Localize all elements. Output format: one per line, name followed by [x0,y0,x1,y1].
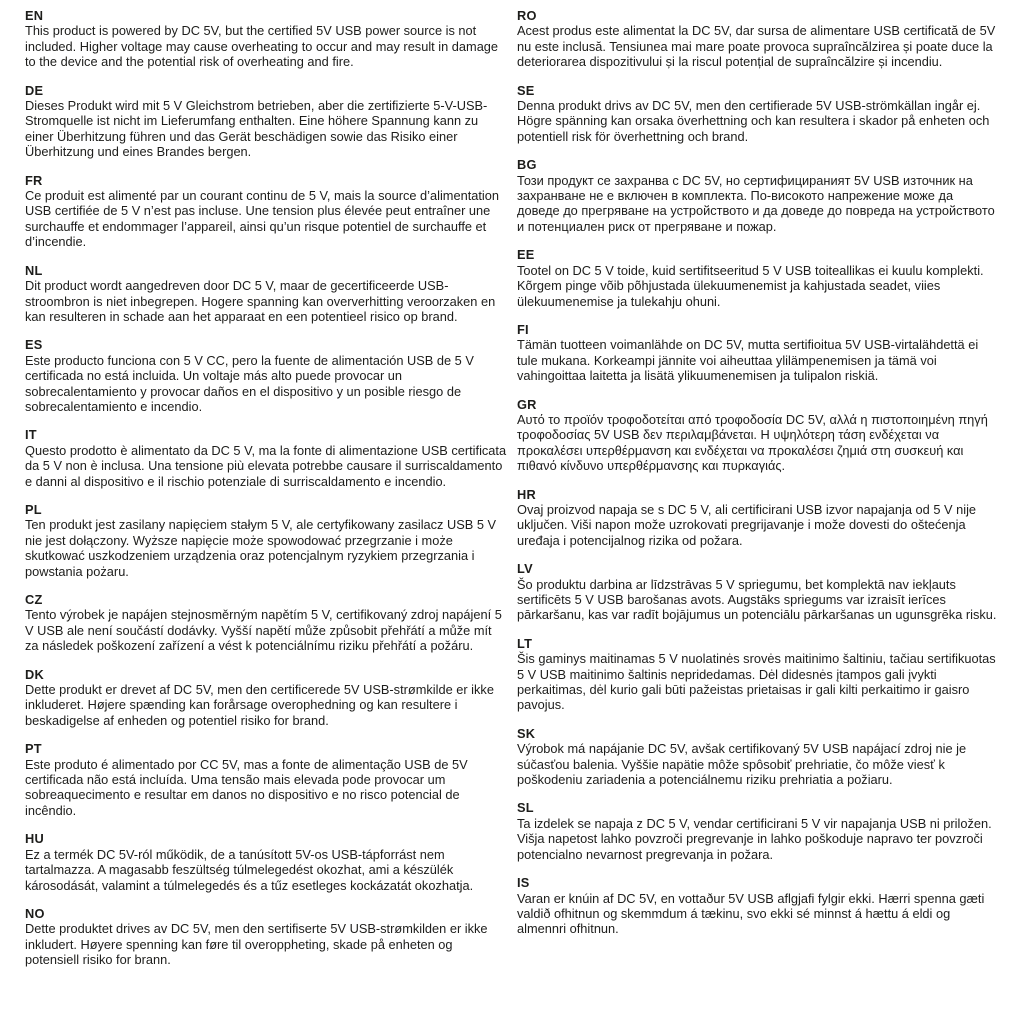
language-section-no [25,906,507,968]
language-section-pl [25,502,507,579]
language-section-it [25,427,507,489]
language-section-bg [517,157,999,234]
language-code-sk: SK [517,725,536,741]
warning-text-no: Dette produktet drives av DC 5V, men den sertifiserte 5V USB-strømkilden er ikke inkludert. Høyere spenning kan føre til overoppheting, skade på enheten og potensiell risiko for brann. [25,921,488,968]
language-section-sl [517,800,999,862]
warning-text-fr: Ce produit est alimenté par un courant continu de 5 V, mais la source d’alimentation USB certifiée de 5 V n’est pas incluse. Une tension plus élevée peut entraîner une surchauffe et endommager l’appareil, ainsi qu’un risque potentiel de surchauffe et d’incendie. [25,188,499,250]
language-section-es [25,337,507,414]
language-section-ro [517,8,999,70]
warning-text-ro: Acest produs este alimentat la DC 5V, dar sursa de alimentare USB certificată de 5V nu este inclusă. Tensiunea mai mare poate provoca supraîncălzirea și poate duce la deteriorarea dispozitivului și la riscul potențial de supraîncălzire și incendiu. [517,23,996,70]
language-code-en: EN [25,8,44,23]
language-code-fi: FI [517,321,529,337]
warning-text-pl: Ten produkt jest zasilany napięciem stałym 5 V, ale certyfikowany zasilacz USB 5 V nie jest dołączony. Wyższe napięcie może spowodować przegrzanie i może skutkować uszkodzeniem urządzenia oraz potencjalnym ryzykiem przegrzania i powstania pożaru. [25,517,497,579]
warning-text-hr: Ovaj proizvod napaja se s DC 5 V, ali certificirani USB izvor napajanja od 5 V nije uključen. Viši napon može uzrokovati pregrijavanje i može dovesti do oštećenja uređaja i potencijalnog rizika od požara. [517,501,977,548]
warning-text-nl: Dit product wordt aangedreven door DC 5 V, maar de gecertificeerde USB-stroombron is niet inbegrepen. Hogere spanning kan oververhitting veroorzaken en kan resulteren in schade aan het apparaat en een potentieel risico op brand. [25,278,496,324]
language-section-gr [517,397,999,474]
language-code-es: ES [25,337,43,353]
column-left [25,8,507,981]
language-section-sk [517,726,999,788]
language-code-gr: GR [517,396,537,412]
language-section-nl [25,263,507,325]
language-section-de [25,83,507,160]
warning-text-it: Questo prodotto è alimentato da DC 5 V, ma la fonte di alimentazione USB certificata da 5 V non è inclusa. Una tensione più elevata potrebbe causare il surriscaldamento e danni al dispositivo e il rischio potenziale di surriscaldamento e incendio. [25,442,507,489]
warning-text-is: Varan er knúin af DC 5V, en vottaður 5V USB aflgjafi fylgir ekki. Hærri spenna gæti valdið ofhitnun og skemmdum á tækinu, svo ekki sé minnst á hættu á eldi og almennri ofhitnun. [517,890,985,937]
language-code-se: SE [517,82,535,98]
language-code-it: IT [25,427,37,443]
language-code-pl: PL [25,501,42,517]
language-section-hr [517,487,999,549]
language-code-hr: HR [517,486,536,502]
warning-text-sl: Ta izdelek se napaja z DC 5 V, vendar certificirani 5 V vir napajanja USB ni priložen. Višja napetost lahko povzroči pregrevanje in lahko poškoduje napravo ter povzroči potencialno nevarnost pregrevanja in požara. [517,815,992,862]
language-section-is [517,875,999,937]
language-code-ro: RO [517,8,537,23]
warning-text-dk: Dette produkt er drevet af DC 5V, men den certificerede 5V USB-strømkilde er ikke inkluderet. Højere spænding kan forårsage overophedning og kan resultere i beskadigelse af enheden og potentiel risiko for brand. [25,682,494,728]
language-code-no: NO [25,905,45,921]
language-code-sl: SL [517,800,534,816]
warning-text-se: Denna produkt drivs av DC 5V, men den certifierade 5V USB-strömkällan ingår ej. Högre spänning kan orsaka överhettning och kan resultera i skador på enheten och potentiell risk för överhettning och brand. [517,98,990,144]
warning-text-de: Dieses Produkt wird mit 5 V Gleichstrom betrieben, aber die zertifizierte 5-V-USB-Stromquelle ist nicht im Lieferumfang enthalten. Eine höhere Spannung kann zu einer Überhitzung führen und das Gerät beschädigen sowie das Risiko einer Überhitzung und eines Brandes bergen. [25,98,488,160]
warning-text-gr: Αυτό το προϊόν τροφοδοτείται από τροφοδοσία DC 5V, αλλά η πιστοποιημένη πηγή τροφοδοσίας 5V USB δεν περιλαμβάνεται. Η υψηλότερη τάση ενδέχεται να προκαλέσει υπερθέρμανση και ενδέχεται να προκαλέσει ζημιά στη συσκευή και πιθανό κίνδυνο υπερθέρμανσης και πυρκαγιάς. [517,411,988,474]
language-code-lv: LV [517,561,533,577]
warning-text-cz: Tento výrobek je napájen stejnosměrným napětím 5 V, certifikovaný zdroj napájení 5 V USB ale není součástí dodávky. Vyšší napětí může způsobit přehřátí a může mít za následek poškození zařízení a vést k potenciálnímu riziku přehřátí a požáru. [25,607,502,654]
language-section-pt [25,741,507,818]
warning-text-pt: Este produto é alimentado por CC 5V, mas a fonte de alimentação USB de 5V certificada não está incluída. Uma tensão mais elevada pode provocar um sobreaquecimento e resultar em danos no dispositivo e no risco potencial de incêndio. [25,756,468,818]
language-section-fr [25,173,507,250]
warning-text-hu: Ez a termék DC 5V-ról működik, de a tanúsított 5V-os USB-tápforrást nem tartalmazza. A magasabb feszültség túlmelegedést okozhat, ami a készülék károsodását, valamint a túlmelegedés és a tűz esetleges kockázatát okozhatja. [25,846,474,893]
language-section-se [517,83,999,145]
warning-text-bg: Този продукт се захранва с DC 5V, но сертифицираният 5V USB източник на захранване не е включен в комплекта. По-високото напрежение може да доведе до прегряване на устройството и да доведе до повреда на устройството и потенциален риск от прегряване и пожар. [517,172,995,234]
language-code-pt: PT [25,741,42,757]
language-section-fi [517,322,999,384]
language-code-de: DE [25,82,44,98]
language-code-is: IS [517,875,530,891]
language-code-dk: DK [25,666,44,682]
warning-text-ee: Tootel on DC 5 V toide, kuid sertifitseeritud 5 V USB toiteallikas ei kuulu komplekti. Kõrgem pinge võib põhjustada ülekuumenemist ja kahjustada seadet, viies ülekuumenemise ja tulekahju ohuni. [517,262,984,309]
column-right [517,8,999,981]
warning-text-en: This product is powered by DC 5V, but the certified 5V USB power source is not included. Higher voltage may cause overheating to occur and may result in damage to the device and the potential risk of overheating and fire. [25,23,499,70]
warning-text-sk: Výrobok má napájanie DC 5V, avšak certifikovaný 5V USB napájací zdroj nie je súčasťou balenia. Vyššie napätie môže spôsobiť prehriatie, čo môže viesť k poškodeniu zariadenia a potenciálnemu riziku prehriatia a požiaru. [517,741,967,788]
warning-text-lv: Šo produktu darbina ar līdzstrāvas 5 V spriegumu, bet komplektā nav iekļauts sertificēts 5 V USB barošanas avots. Augstāks spriegums var izraisīt ierīces pārkaršanu, kas var radīt bojājumus un potenciālu pārkaršanas un ugunsgrēka risku. [517,576,997,623]
language-code-cz: CZ [25,592,43,607]
language-section-ee [517,247,999,309]
warning-text-lt: Šis gaminys maitinamas 5 V nuolatinės srovės maitinimo šaltiniu, tačiau sertifikuotas 5 V USB maitinimo šaltinis nepridedamas. Dėl didesnės įtampos gali įvykti perkaitimas, dėl kurio gali būti pažeistas prietaisas ir gali kilti perkaitimo ir gaisro pavojus. [517,651,996,713]
language-section-lv [517,561,999,623]
language-section-cz [25,592,507,654]
language-code-hu: HU [25,831,44,847]
language-code-ee: EE [517,247,535,263]
language-code-lt: LT [517,635,533,651]
warning-text-es: Este producto funciona con 5 V CC, pero la fuente de alimentación USB de 5 V certificada no está incluida. Un voltaje más alto puede provocar un sobrecalentamiento y provocar daños en el dispositivo y un posible riesgo de sobrecalentamiento e incendio. [25,352,474,414]
language-section-dk [25,667,507,729]
language-code-fr: FR [25,172,43,188]
language-section-lt [517,636,999,713]
language-code-bg: BG [517,157,537,173]
language-code-nl: NL [25,262,43,278]
language-section-en [25,8,507,70]
warning-text-fi: Tämän tuotteen voimanlähde on DC 5V, mutta sertifioitua 5V USB-virtalähdettä ei tule mukana. Korkeampi jännite voi aiheuttaa ylilämpenemisen ja tämä voi vahingoittaa laitetta ja lisätä ylikuumenemisen ja tulipalon riskiä. [517,337,979,384]
language-section-hu [25,831,507,893]
